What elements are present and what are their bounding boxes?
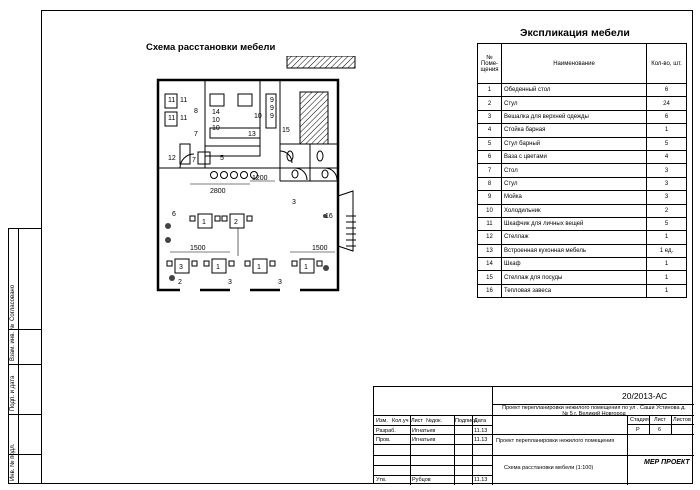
h-list: Лист bbox=[411, 418, 423, 424]
mark-3: 3 bbox=[292, 199, 296, 206]
agreed-label: Согласовано bbox=[10, 284, 16, 321]
role-2: Пров. bbox=[376, 437, 391, 443]
mark-3b: 2 bbox=[178, 279, 182, 286]
explication-row bbox=[478, 217, 687, 230]
explication-cell-name: Стул bbox=[502, 97, 647, 110]
explication-cell-n: 4 bbox=[478, 124, 502, 137]
explication-cell-q: 3 bbox=[647, 177, 687, 190]
explication-cell-q: 5 bbox=[647, 137, 687, 150]
explication-cell-q: 3 bbox=[647, 164, 687, 177]
explication-rows bbox=[478, 84, 687, 298]
h-date: Дата bbox=[474, 418, 487, 424]
sheet-value: 6 bbox=[658, 427, 662, 433]
explication-title: Экспликация мебели bbox=[520, 27, 630, 39]
sheets-header: Листов bbox=[673, 417, 691, 423]
explication-cell-name: Стул bbox=[502, 177, 647, 190]
explication-cell-q: 6 bbox=[647, 110, 687, 123]
mark-3d: 3 bbox=[278, 279, 282, 286]
mark-6a: 6 bbox=[172, 211, 176, 218]
name-3: Рубцов bbox=[412, 477, 431, 483]
mark-1d: 1 bbox=[216, 264, 220, 271]
explication-table bbox=[477, 43, 687, 298]
company-logo: МЕР ПРОЕКТ bbox=[644, 459, 690, 466]
explication-row bbox=[478, 231, 687, 244]
explication-row bbox=[478, 191, 687, 204]
explication-row bbox=[478, 204, 687, 217]
date-3: 11.13 bbox=[474, 477, 488, 483]
mark-11a: 11 bbox=[168, 97, 176, 104]
sheet-header: Лист bbox=[654, 417, 666, 423]
mark-10c: 10 bbox=[254, 113, 262, 120]
explication-cell-n: 9 bbox=[478, 191, 502, 204]
explication-row bbox=[478, 271, 687, 284]
explication-cell-n: 14 bbox=[478, 258, 502, 271]
explication-cell-n: 7 bbox=[478, 164, 502, 177]
explication-cell-name: Стеллаж bbox=[502, 231, 647, 244]
explication-cell-n: 12 bbox=[478, 231, 502, 244]
role-1: Разраб. bbox=[376, 428, 396, 434]
mark-16: 16 bbox=[325, 213, 333, 220]
explication-cell-n: 15 bbox=[478, 271, 502, 284]
mark-10a: 10 bbox=[212, 117, 220, 124]
floor-plan bbox=[150, 56, 375, 301]
explication-cell-n: 8 bbox=[478, 177, 502, 190]
mark-1e: 1 bbox=[257, 264, 261, 271]
explication-cell-name: Встроенная кухонная мебель bbox=[502, 244, 647, 257]
explication-cell-name: Мойка bbox=[502, 191, 647, 204]
explication-row bbox=[478, 124, 687, 137]
mark-9c: 9 bbox=[270, 113, 274, 120]
inv-replace-label: Взам. инв. № bbox=[10, 323, 16, 361]
explication-cell-name: Шкаф bbox=[502, 258, 647, 271]
col-name: Наименование bbox=[502, 44, 647, 84]
role-3: Утв. bbox=[376, 477, 387, 483]
explication-cell-q: 3 bbox=[647, 191, 687, 204]
explication-cell-q: 4 bbox=[647, 150, 687, 163]
dim-1500-right: 1500 bbox=[312, 245, 328, 252]
doc-code: 20/2013-АС bbox=[622, 391, 668, 401]
explication-cell-q: 1 ед. bbox=[647, 244, 687, 257]
explication-cell-n: 5 bbox=[478, 137, 502, 150]
h-izm: Изм. bbox=[376, 418, 388, 424]
mark-3c: 3 bbox=[228, 279, 232, 286]
explication-cell-name: Обеденный стол bbox=[502, 84, 647, 97]
h-podp: Подпись bbox=[455, 418, 477, 424]
mark-12: 12 bbox=[168, 155, 176, 162]
explication-row bbox=[478, 97, 687, 110]
date-1: 11.13 bbox=[474, 428, 488, 434]
explication-row bbox=[478, 150, 687, 163]
explication-cell-n: 10 bbox=[478, 204, 502, 217]
drawing-name: Схема расстановки мебели (1:100) bbox=[504, 465, 594, 471]
dim-1500-left: 1500 bbox=[190, 245, 206, 252]
mark-11c: 11 bbox=[180, 97, 188, 104]
explication-cell-n: 3 bbox=[478, 110, 502, 123]
project-name: Проект перепланировки нежилого помещения по ул . Саши Устинова д. № 5 г. Великий Новгород bbox=[502, 405, 686, 417]
name-1: Игнатьев bbox=[412, 428, 436, 434]
mark-13: 13 bbox=[248, 131, 256, 138]
explication-cell-name: Стойка барная bbox=[502, 124, 647, 137]
explication-cell-q: 1 bbox=[647, 284, 687, 297]
mark-15: 15 bbox=[282, 127, 290, 134]
stage-title: Проект перепланировки нежилого помещения bbox=[496, 438, 615, 444]
h-ndoc: №док. bbox=[426, 418, 443, 424]
explication-row bbox=[478, 110, 687, 123]
stage-value: Р bbox=[636, 427, 640, 433]
mark-5: 5 bbox=[220, 155, 224, 162]
col-num: № Поме-щения bbox=[478, 44, 502, 84]
mark-11d: 11 bbox=[180, 115, 188, 122]
explication-cell-n: 1 bbox=[478, 84, 502, 97]
explication-cell-name: Ваза с цветами bbox=[502, 150, 647, 163]
stage-header: Стадия bbox=[630, 417, 649, 423]
mark-8: 8 bbox=[194, 108, 198, 115]
explication-cell-n: 2 bbox=[478, 97, 502, 110]
mark-14: 14 bbox=[212, 109, 220, 116]
mark-9b: 9 bbox=[270, 105, 274, 112]
mark-7b: 7 bbox=[192, 157, 196, 164]
explication-cell-name: Шкафчик для личных вещей bbox=[502, 217, 647, 230]
explication-row bbox=[478, 177, 687, 190]
date-2: 11.13 bbox=[474, 437, 488, 443]
explication-cell-name: Стеллаж для посуды bbox=[502, 271, 647, 284]
mark-1f: 1 bbox=[304, 264, 308, 271]
explication-row bbox=[478, 84, 687, 97]
explication-cell-n: 11 bbox=[478, 217, 502, 230]
mark-1b: 2 bbox=[234, 219, 238, 226]
explication-row bbox=[478, 284, 687, 297]
plan-title: Схема расстановки мебели bbox=[146, 42, 276, 53]
explication-cell-name: Холодильник bbox=[502, 204, 647, 217]
col-qty: Кол-во, шт. bbox=[647, 44, 687, 84]
explication-row bbox=[478, 244, 687, 257]
explication-row bbox=[478, 137, 687, 150]
side-approval-strip bbox=[8, 228, 41, 484]
explication-row bbox=[478, 258, 687, 271]
title-block bbox=[373, 386, 693, 484]
mark-11b: 11 bbox=[168, 115, 176, 122]
explication-cell-q: 24 bbox=[647, 97, 687, 110]
name-2: Игнатьев bbox=[412, 437, 436, 443]
dim-1200: 1200 bbox=[252, 175, 268, 182]
explication-cell-q: 1 bbox=[647, 124, 687, 137]
explication-cell-name: Вешалка для верхней одежды bbox=[502, 110, 647, 123]
explication-cell-q: 1 bbox=[647, 271, 687, 284]
explication-cell-q: 2 bbox=[647, 204, 687, 217]
explication-cell-name: Тепловая завеса bbox=[502, 284, 647, 297]
mark-1a: 1 bbox=[202, 219, 206, 226]
explication-cell-name: Стул барный bbox=[502, 137, 647, 150]
h-kol: Кол.уч bbox=[392, 418, 409, 424]
mark-9a: 9 bbox=[270, 97, 274, 104]
explication-row bbox=[478, 164, 687, 177]
explication-cell-n: 13 bbox=[478, 244, 502, 257]
mark-1c: 3 bbox=[179, 264, 183, 271]
dim-2800: 2800 bbox=[210, 188, 226, 195]
explication-cell-name: Стол bbox=[502, 164, 647, 177]
explication-cell-n: 16 bbox=[478, 284, 502, 297]
explication-cell-q: 6 bbox=[647, 84, 687, 97]
inv-orig-label: Инв. № подл. bbox=[10, 443, 16, 481]
mark-10b: 10 bbox=[212, 125, 220, 132]
wall-hatch-right bbox=[300, 92, 328, 144]
explication-cell-q: 5 bbox=[647, 217, 687, 230]
sign-date-label: Подп. и дата bbox=[10, 375, 16, 411]
explication-cell-q: 1 bbox=[647, 258, 687, 271]
wall-hatch-top bbox=[287, 56, 355, 68]
explication-cell-q: 1 bbox=[647, 231, 687, 244]
explication-cell-n: 6 bbox=[478, 150, 502, 163]
mark-7: 7 bbox=[194, 131, 198, 138]
